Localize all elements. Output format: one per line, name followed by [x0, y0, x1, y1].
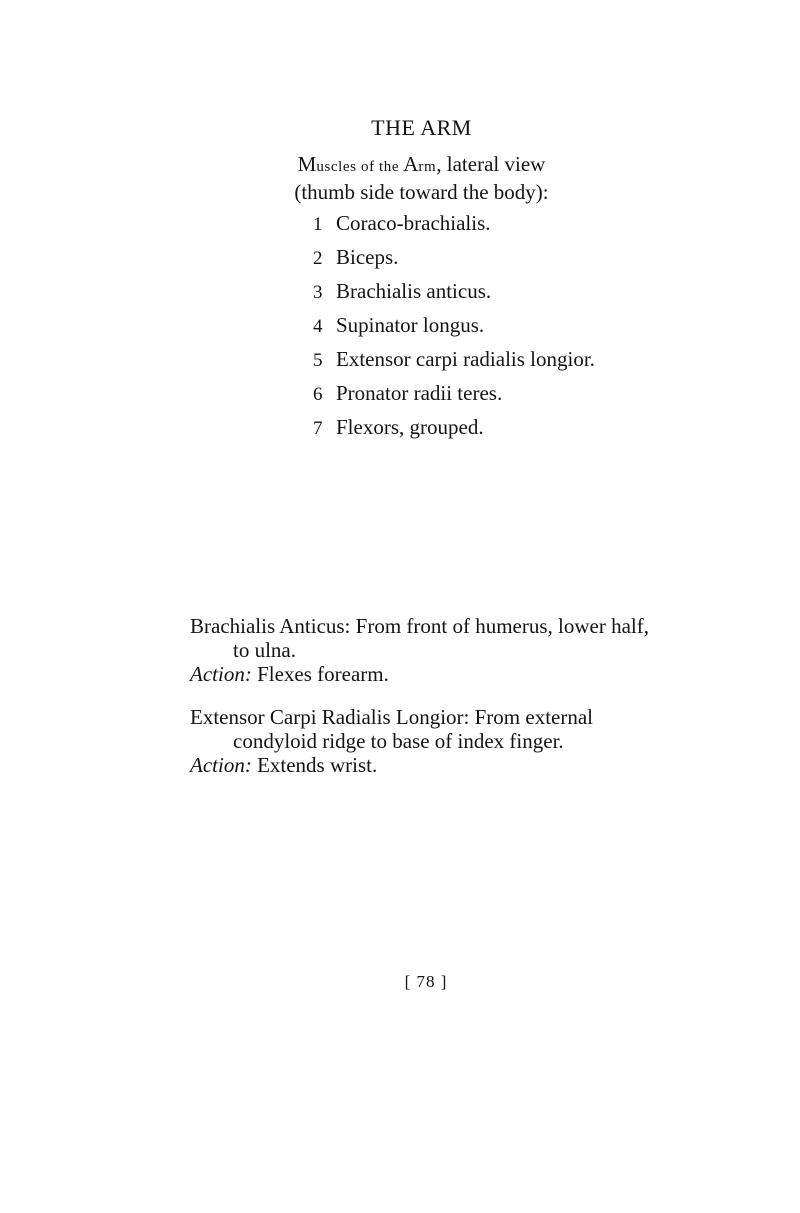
- legend-label: Supinator longus.: [336, 313, 485, 337]
- legend-item: [313, 346, 595, 380]
- entry-definition: Brachialis Anticus: From front of humerus, lower half, to ulna.: [190, 614, 649, 662]
- legend-label: Extensor carpi radialis longior.: [336, 347, 595, 371]
- action-label: Action:: [190, 753, 252, 777]
- muscle-entry-brachialis-anticus: [190, 614, 670, 686]
- subtitle-rest: , lateral view: [436, 152, 546, 176]
- muscle-entry-extensor-carpi: [190, 705, 670, 777]
- page-title: THE ARM: [371, 115, 472, 140]
- legend-label: Pronator radii teres.: [336, 381, 503, 405]
- action-label: Action:: [190, 662, 252, 686]
- legend-item: [313, 414, 595, 448]
- entry-action: [190, 662, 670, 686]
- section-subtitle-line2: (thumb side toward the body):: [294, 180, 549, 204]
- action-text: Flexes forearm.: [251, 662, 389, 686]
- legend-number: 2: [313, 248, 323, 269]
- legend-label: Flexors, grouped.: [336, 415, 484, 439]
- legend-item: [313, 278, 595, 312]
- legend-number: 1: [313, 214, 323, 235]
- legend-label: Biceps.: [336, 245, 399, 269]
- subtitle-initial-m: M: [297, 152, 317, 176]
- legend-item: [313, 244, 595, 278]
- legend-item: [313, 210, 595, 244]
- entry-action: [190, 753, 670, 777]
- section-subtitle: [0, 150, 800, 181]
- entry-definition: Extensor Carpi Radialis Longior: From external condyloid ridge to base of index finger.: [190, 705, 593, 753]
- muscle-legend: [313, 210, 595, 448]
- subtitle-smallcaps-1: uscles of the: [316, 159, 400, 175]
- legend-number: 3: [313, 282, 323, 303]
- action-text: Extends wrist.: [251, 753, 378, 777]
- legend-label: Brachialis anticus.: [336, 279, 492, 303]
- legend-item: [313, 380, 595, 414]
- legend-number: 6: [313, 384, 323, 405]
- legend-item: [313, 312, 595, 346]
- subtitle-initial-a: A: [403, 152, 419, 176]
- legend-number: 5: [313, 350, 323, 371]
- legend-number: 4: [313, 316, 323, 337]
- legend-label: Coraco-brachialis.: [336, 211, 491, 235]
- legend-number: 7: [313, 418, 323, 439]
- page-number: [ 78 ]: [404, 972, 448, 991]
- subtitle-smallcaps-2: rm: [418, 159, 437, 175]
